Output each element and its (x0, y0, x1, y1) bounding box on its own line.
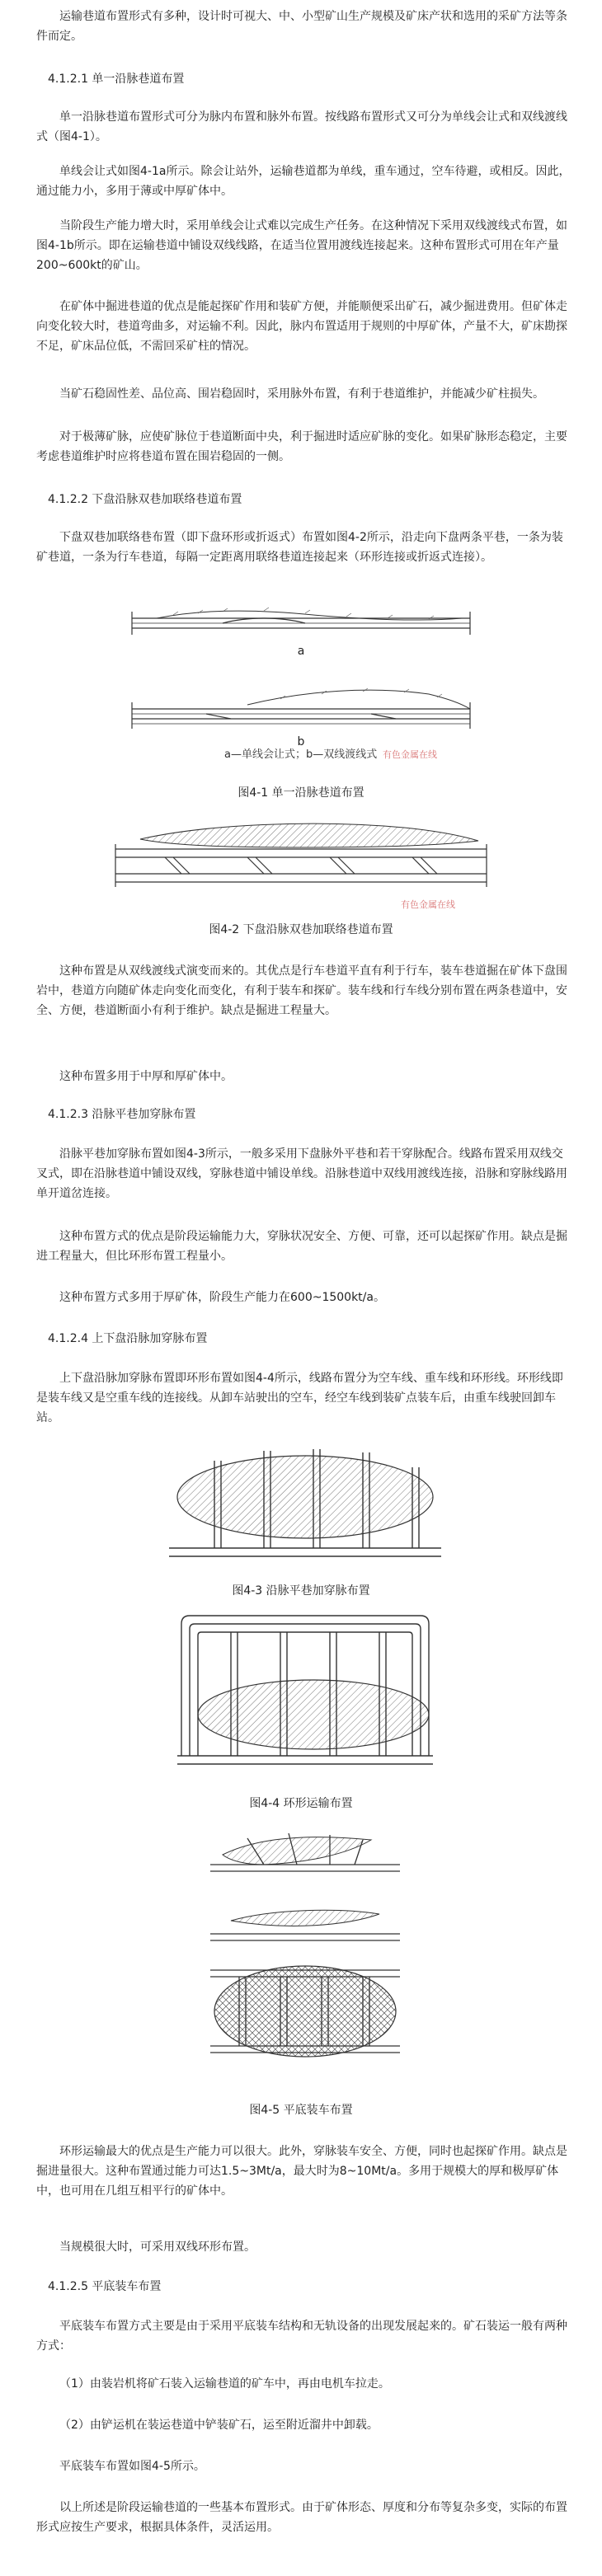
paragraph-13: 上下盘沿脉加穿脉布置即环形布置如图4-4所示，线路布置分为空车线、重车线和环形线。环形线即是装车线又是空重车线的连接线。从卸车站驶出的空车，经空车线到装矿点装车后，由重车线驶回卸车站。 (36, 1372, 563, 1424)
paragraph-16: 平底装车布置方式主要是由于采用平底装车结构和无轨设备的出现发展起来的。矿石装运一般有两种方式： (36, 2320, 567, 2353)
paragraph-6: 对于极薄矿脉，应使矿脉位于巷道断面中央，利于掘进时适应矿脉的变化。如果矿脉形态稳定，主要考虑巷道维护时应将巷道布置在围岩稳固的一侧。 (36, 430, 567, 463)
figure-4-3-caption: 图4-3 沿脉平巷加穿脉布置 (232, 1584, 370, 1598)
figure-4-5-caption: 图4-5 平底装车布置 (249, 2104, 353, 2117)
watermark-2: 有色金属在线 (401, 899, 455, 910)
watermark: 有色金属在线 (383, 749, 437, 760)
paragraph-17: （1）由装岩机将矿石装入运输巷道的矿车中，再由电机车拉走。 (59, 2377, 390, 2391)
paragraph-8: 这种布置是从双线渡线式演变而来的。其优点是行车巷道平直有利于行车，装车巷道掘在矿体下盘围岩中，巷道方向随矿体走向变化而变化，有利于装车和探矿。装车线和行车线分别布置在两条巷道中，安全、方便，巷道断面小有利于维护。缺点是掘进工程量大。 (36, 964, 567, 1017)
figure-4-1-diagram (124, 594, 478, 758)
paragraph-10: 沿脉平巷加穿脉布置如图4-3所示，一般多采用下盘脉外平巷和若干穿脉配合。线路布置采用双线交叉式，即在沿脉巷道中铺设双线，穿脉巷道中铺设单线。沿脉巷道中双线用渡线连接，沿脉和穿脉线路用单开道岔连接。 (36, 1147, 567, 1200)
paragraph-4: 在矿体中掘进巷道的优点是能起探矿作用和装矿方便，并能顺便采出矿石，减少掘进费用。但矿体走向变化较大时，巷道弯曲多，对运输不利。因此，脉内布置适用于规则的中厚矿体，产量不大，矿床勘探不足，矿床品位低，不需回采矿柱的情况。 (36, 300, 567, 353)
paragraph-9: 这种布置多用于中厚和厚矿体中。 (59, 1070, 233, 1083)
figure-4-4-caption: 图4-4 环形运输布置 (249, 1797, 353, 1810)
section-heading-4-1-2-1: 4.1.2.1 单一沿脉巷道布置 (48, 73, 185, 86)
paragraph-1: 单一沿脉巷道布置形式可分为脉内布置和脉外布置。按线路布置形式又可分为单线会让式和双线渡线式（图4-1）。 (36, 110, 567, 143)
paragraph-11: 这种布置方式的优点是阶段运输能力大，穿脉状况安全、方便、可靠，还可以起探矿作用。缺点是掘进工程量大，但比环形布置工程量小。 (36, 1230, 567, 1263)
figure-4-2-caption: 图4-2 下盘沿脉双巷加联络巷道布置 (209, 923, 393, 936)
figure-4-1-label-b: b (297, 735, 305, 748)
paragraph-20: 以上所述是阶段运输巷道的一些基本布置形式。由于矿体形态、厚度和分布等复杂多变，实际的布置形式应按生产要求，根据具体条件，灵活运用。 (36, 2501, 567, 2534)
figure-4-3-diagram (165, 1443, 445, 1566)
paragraph-12: 这种布置方式多用于厚矿体，阶段生产能力在600~1500kt/a。 (59, 1291, 385, 1304)
figure-4-1-label-a: a (297, 645, 305, 658)
paragraph-2: 单线会让式如图4-1a所示。除会让站外，运输巷道都为单线，重车通过，空车待避，或相反。因此，通过能力小，多用于薄或中厚矿体中。 (36, 165, 571, 198)
section-heading-4-1-2-2: 4.1.2.2 下盘沿脉双巷加联络巷道布置 (48, 493, 242, 506)
paragraph-3: 当阶段生产能力增大时，采用单线会让式难以完成生产任务。在这种情况下采用双线渡线式布置，如图4-1b所示。即在运输巷道中铺设双线线路，在适当位置用渡线连接起来。这种布置形式可用在年产量200~600kt的矿山。 (36, 219, 567, 272)
paragraph-15: 当规模很大时，可采用双线环形布置。 (59, 2241, 256, 2254)
intro-paragraph: 运输巷道布置形式有多种，设计时可视大、中、小型矿山生产规模及矿床产状和选用的采矿方法等条件而定。 (36, 10, 567, 43)
paragraph-14: 环形运输最大的优点是生产能力可以很大。此外，穿脉装车安全、方便，同时也起探矿作用。缺点是掘进量很大。这种布置通过能力可达1.5~3Mt/a，最大时为8~10Mt/a。多用于规模大的厚和极厚矿体中，也可用在几组互相平行的矿体中。 (36, 2145, 567, 2198)
paragraph-18: （2）由铲运机在装运巷道中铲装矿石，运至附近溜井中卸载。 (59, 2419, 379, 2432)
figure-4-2-diagram (107, 816, 495, 899)
figure-4-5-diagram (206, 1822, 404, 2069)
section-heading-4-1-2-5: 4.1.2.5 平底装车布置 (48, 2280, 162, 2293)
paragraph-19: 平底装车布置如图4-5所示。 (59, 2460, 205, 2473)
section-heading-4-1-2-3: 4.1.2.3 沿脉平巷加穿脉布置 (48, 1108, 196, 1121)
figure-4-1-legend: a—单线会让式；b—双线渡线式 (224, 748, 378, 761)
figure-4-1-caption: 图4-1 单一沿脉巷道布置 (238, 786, 364, 800)
figure-4-4-diagram (173, 1607, 437, 1772)
paragraph-5: 当矿石稳固性差、品位高、围岩稳固时，采用脉外布置，有利于巷道维护，并能减少矿柱损失。 (59, 387, 544, 401)
section-heading-4-1-2-4: 4.1.2.4 上下盘沿脉加穿脉布置 (48, 1332, 208, 1345)
paragraph-7: 下盘双巷加联络巷布置（即下盘环形或折返式）布置如图4-2所示，沿走向下盘两条平巷，一条为装矿巷道，一条为行车巷道，每隔一定距离用联络巷道连接起来（环形连接或折返式连接）。 (36, 531, 563, 564)
